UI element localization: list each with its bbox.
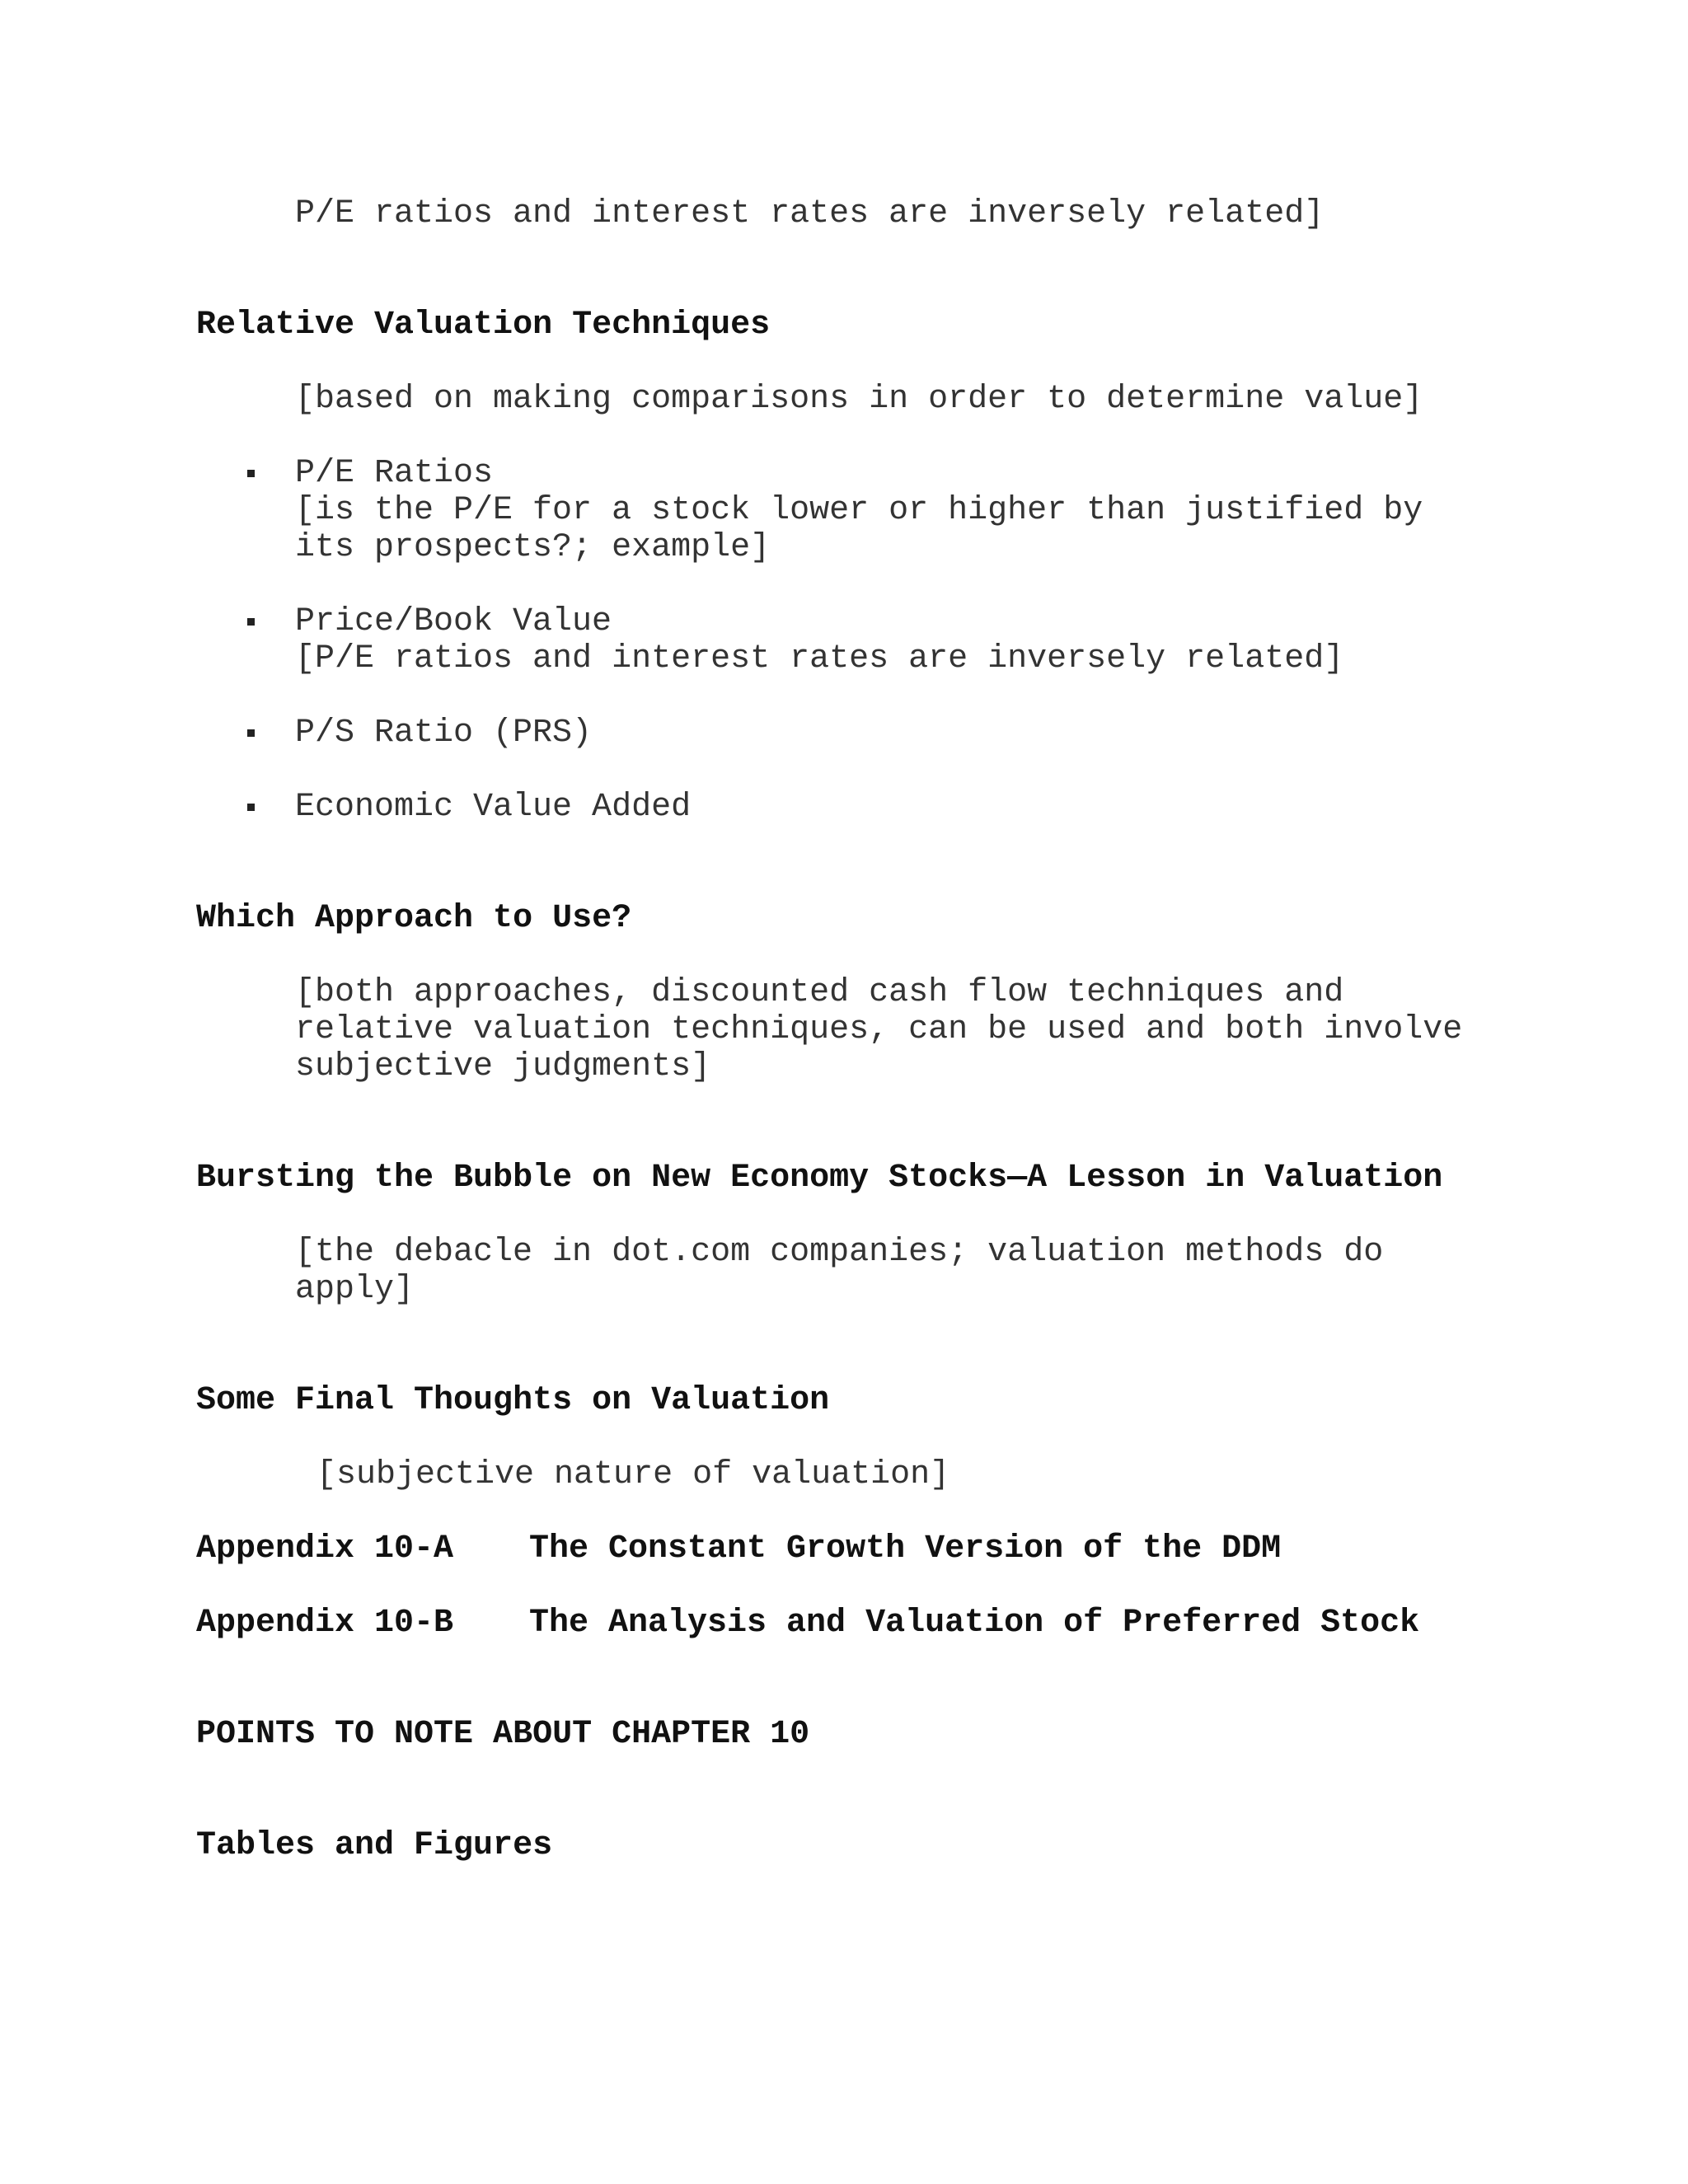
appendix-b-label: Appendix 10-B <box>196 1605 454 1642</box>
approach-note-line-1: [both approaches, discounted cash flow techniques and <box>295 974 1344 1011</box>
final-thoughts-heading: Some Final Thoughts on Valuation <box>196 1382 830 1419</box>
approach-note-line-3: subjective judgments] <box>295 1048 711 1085</box>
appendix-a-label: Appendix 10-A <box>196 1530 454 1568</box>
bubble-note-line-1: [the debacle in dot.com companies; valuation methods do <box>295 1234 1384 1271</box>
price-book-note: [P/E ratios and interest rates are inversely related] <box>295 640 1344 677</box>
approach-note-line-2: relative valuation techniques, can be used and both involve <box>295 1011 1463 1048</box>
final-thoughts-note: [subjective nature of valuation] <box>316 1456 950 1493</box>
bullet-icon <box>247 729 255 737</box>
bullet-icon <box>247 470 255 477</box>
which-approach-heading: Which Approach to Use? <box>196 900 632 937</box>
tables-and-figures-heading: Tables and Figures <box>196 1827 553 1864</box>
appendix-a-title: The Constant Growth Version of the DDM <box>529 1530 1282 1568</box>
pe-ratios-item: P/E Ratios <box>295 455 494 492</box>
pe-ratios-note-line-1: [is the P/E for a stock lower or higher than justified by <box>295 492 1423 529</box>
price-book-item: Price/Book Value <box>295 603 612 640</box>
bullet-icon <box>247 618 255 626</box>
appendix-b-title: The Analysis and Valuation of Preferred Stock <box>529 1605 1420 1642</box>
bubble-heading: Bursting the Bubble on New Economy Stocks—A Lesson in Valuation <box>196 1160 1443 1197</box>
bubble-note-line-2: apply] <box>295 1271 415 1308</box>
bullet-icon <box>247 804 255 811</box>
ps-ratio-item: P/S Ratio (PRS) <box>295 715 593 752</box>
top-note: P/E ratios and interest rates are inversely related] <box>295 195 1325 232</box>
pe-ratios-note-line-2: its prospects?; example] <box>295 529 771 566</box>
eva-item: Economic Value Added <box>295 789 692 826</box>
points-to-note-heading: POINTS TO NOTE ABOUT CHAPTER 10 <box>196 1716 810 1753</box>
relative-valuation-heading: Relative Valuation Techniques <box>196 307 771 344</box>
relative-valuation-note: [based on making comparisons in order to determine value] <box>295 381 1423 418</box>
